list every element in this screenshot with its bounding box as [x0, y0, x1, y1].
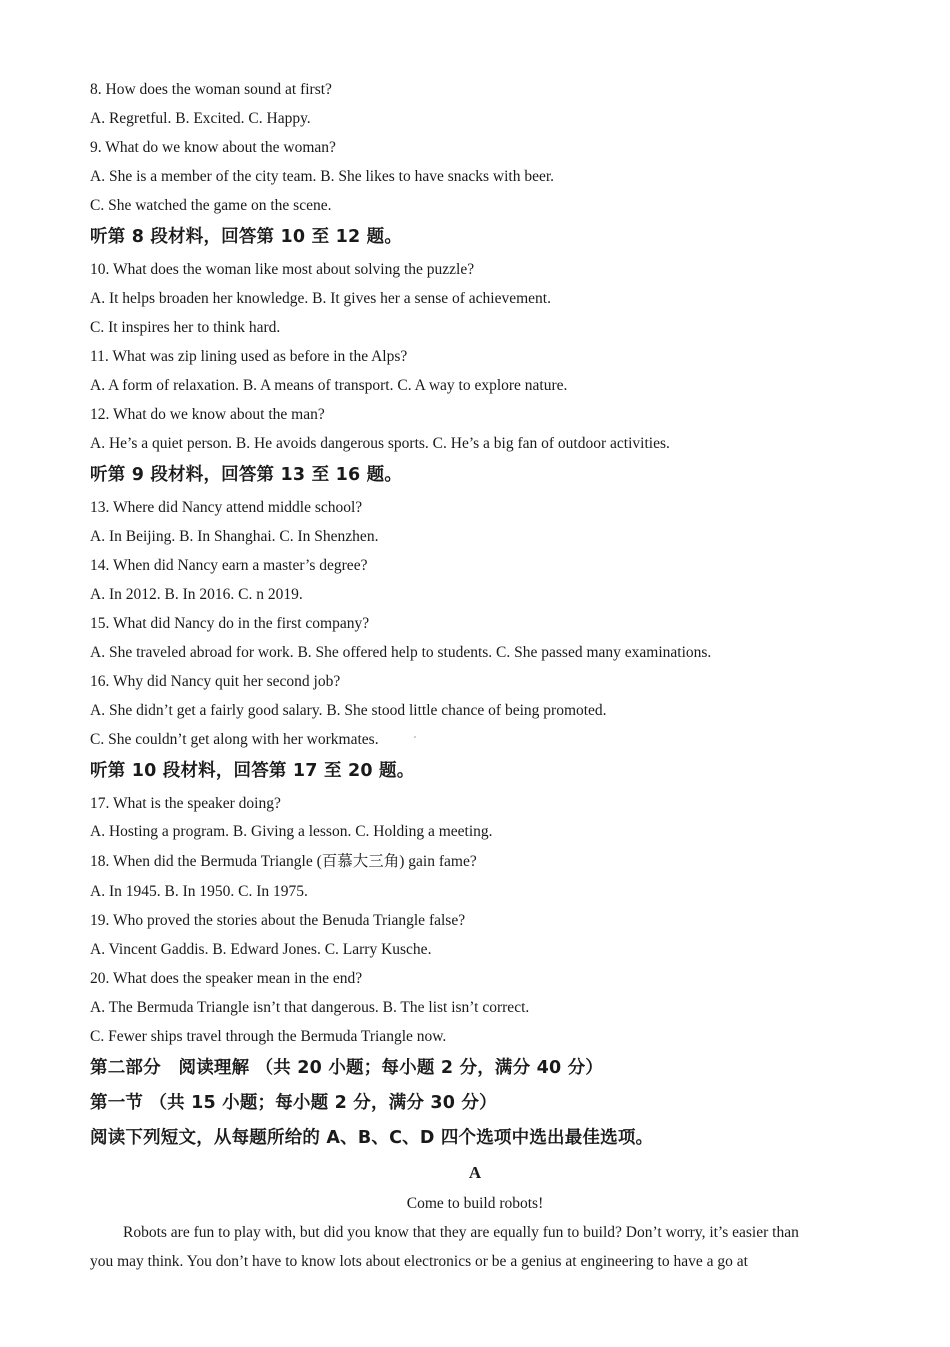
- stray-mark: [414, 736, 416, 738]
- question-13: 13. Where did Nancy attend middle school?: [90, 499, 363, 516]
- question-19-options: A. Vincent Gaddis. B. Edward Jones. C. Larry Kusche.: [90, 941, 432, 958]
- question-12: 12. What do we know about the man?: [90, 406, 325, 423]
- question-8: 8. How does the woman sound at first?: [90, 81, 332, 98]
- passage-letter: A: [468, 1163, 482, 1182]
- passage-title: Come to build robots!: [406, 1195, 544, 1212]
- section-heading-8: 听第 8 段材料，回答第 10 至 12 题。: [90, 227, 403, 247]
- section-one-heading: 第一节 （共 15 小题；每小题 2 分，满分 30 分）: [90, 1093, 497, 1113]
- question-14: 14. When did Nancy earn a master’s degree?: [90, 557, 368, 574]
- question-12-options: A. He’s a quiet person. B. He avoids dangerous sports. C. He’s a big fan of outdoor activities.: [90, 435, 670, 452]
- question-17-options: A. Hosting a program. B. Giving a lesson. C. Holding a meeting.: [90, 823, 493, 840]
- question-15-options: A. She traveled abroad for work. B. She offered help to students. C. She passed many examinations.: [90, 644, 712, 661]
- question-10-option-c: C. It inspires her to think hard.: [90, 319, 281, 336]
- question-18: 18. When did the Bermuda Triangle (百慕大三角) gain fame?: [90, 853, 477, 870]
- question-8-options: A. Regretful. B. Excited. C. Happy.: [90, 110, 311, 127]
- part-two-heading: 第二部分 阅读理解 （共 20 小题；每小题 2 分，满分 40 分）: [90, 1058, 604, 1078]
- passage-paragraph-line-1: Robots are fun to play with, but did you know that they are equally fun to build? Don’t worry, it’s easier than: [123, 1224, 799, 1241]
- question-20-option-c: C. Fewer ships travel through the Bermuda Triangle now.: [90, 1028, 447, 1045]
- question-20-options-ab: A. The Bermuda Triangle isn’t that dangerous. B. The list isn’t correct.: [90, 999, 530, 1016]
- question-10: 10. What does the woman like most about solving the puzzle?: [90, 261, 475, 278]
- question-20: 20. What does the speaker mean in the end?: [90, 970, 363, 987]
- question-16-option-c: C. She couldn’t get along with her workmates.: [90, 731, 379, 748]
- question-9-options-ab: A. She is a member of the city team. B. She likes to have snacks with beer.: [90, 168, 555, 185]
- question-18-options: A. In 1945. B. In 1950. C. In 1975.: [90, 883, 308, 900]
- section-heading-9: 听第 9 段材料，回答第 13 至 16 题。: [90, 465, 403, 485]
- question-9-option-c: C. She watched the game on the scene.: [90, 197, 332, 214]
- section-heading-10: 听第 10 段材料，回答第 17 至 20 题。: [90, 761, 415, 781]
- passage-paragraph-line-2: you may think. You don’t have to know lots about electronics or be a genius at engineering to have a go at: [90, 1253, 748, 1270]
- question-10-options-ab: A. It helps broaden her knowledge. B. It gives her a sense of achievement.: [90, 290, 551, 307]
- question-19: 19. Who proved the stories about the Benuda Triangle false?: [90, 912, 466, 929]
- question-15: 15. What did Nancy do in the first company?: [90, 615, 370, 632]
- question-13-options: A. In Beijing. B. In Shanghai. C. In Shenzhen.: [90, 528, 379, 545]
- question-17: 17. What is the speaker doing?: [90, 795, 281, 812]
- question-14-options: A. In 2012. B. In 2016. C. n 2019.: [90, 586, 303, 603]
- question-16-options-ab: A. She didn’t get a fairly good salary. B. She stood little chance of being promoted.: [90, 702, 607, 719]
- question-11-options: A. A form of relaxation. B. A means of transport. C. A way to explore nature.: [90, 377, 568, 394]
- question-16: 16. Why did Nancy quit her second job?: [90, 673, 341, 690]
- question-11: 11. What was zip lining used as before in the Alps?: [90, 348, 408, 365]
- question-9: 9. What do we know about the woman?: [90, 139, 336, 156]
- instructions: 阅读下列短文，从每题所给的 A、B、C、D 四个选项中选出最佳选项。: [90, 1128, 654, 1148]
